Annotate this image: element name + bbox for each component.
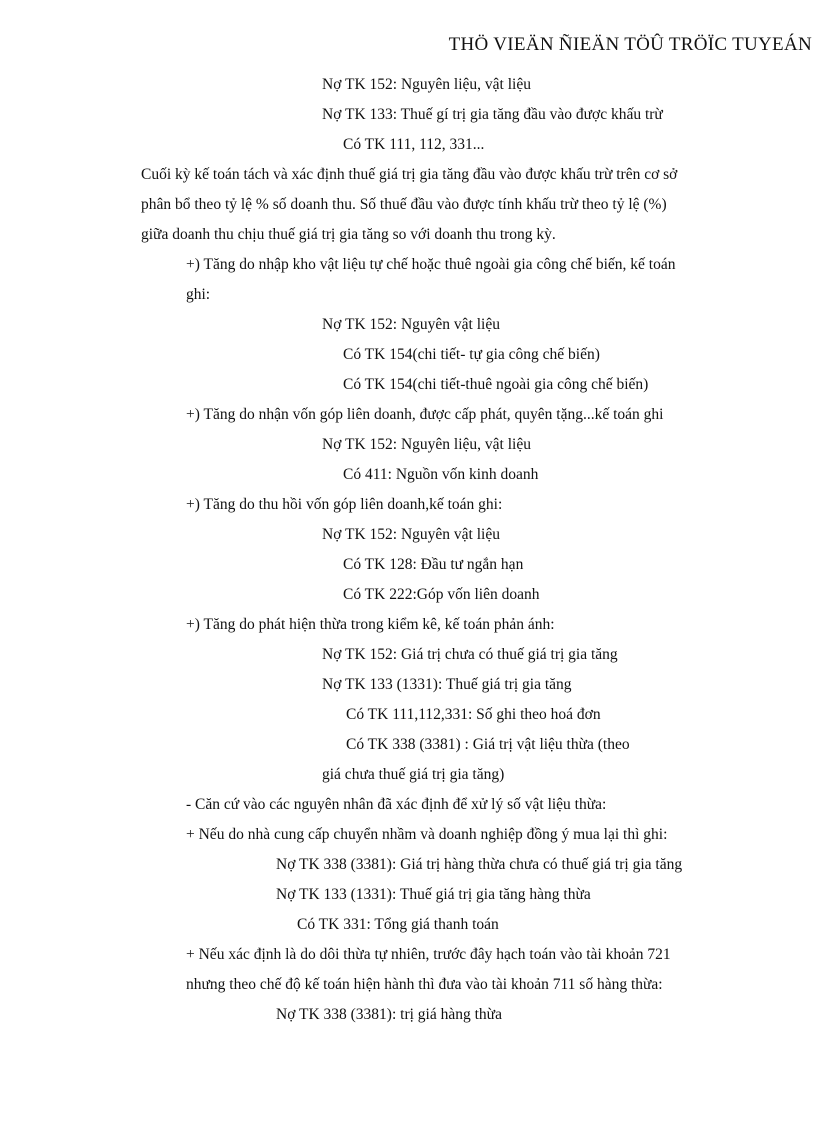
text-line: Cuối kỳ kế toán tách và xác định thuế giá trị gia tăng đầu vào được khấu trừ trên cơ sở	[141, 166, 678, 183]
text-line: giữa doanh thu chịu thuế giá trị gia tăng so với doanh thu trong kỳ.	[141, 226, 556, 243]
text-line: nhưng theo chế độ kế toán hiện hành thì đưa vào tài khoản 711 số hàng thừa:	[186, 976, 663, 993]
text-line: ghi:	[186, 286, 211, 303]
text-line: Nợ TK 152: Nguyên liệu, vật liệu	[322, 76, 531, 93]
text-line: + Nếu xác định là do dôi thừa tự nhiên, trước đây hạch toán vào tài khoản 721	[186, 946, 671, 963]
text-line: +) Tăng do nhập kho vật liệu tự chế hoặc thuê ngoài gia công chế biến, kế toán	[186, 256, 676, 273]
text-line: giá chưa thuế giá trị gia tăng)	[322, 766, 505, 783]
text-line: +) Tăng do phát hiện thừa trong kiểm kê, kế toán phản ánh:	[186, 616, 555, 633]
text-line: Nợ TK 133 (1331): Thuế giá trị gia tăng hàng thừa	[276, 886, 591, 903]
text-line: Có TK 222:Góp vốn liên doanh	[343, 586, 540, 603]
text-line: Nợ TK 152: Giá trị chưa có thuế giá trị gia tăng	[322, 646, 618, 663]
text-line: Nợ TK 152: Nguyên vật liệu	[322, 316, 500, 333]
text-line: Nợ TK 133: Thuế gí trị gia tăng đầu vào được khấu trừ	[322, 106, 663, 123]
text-line: Có TK 111, 112, 331...	[343, 136, 485, 153]
text-line: Có TK 154(chi tiết- tự gia công chế biến)	[343, 346, 600, 363]
text-line: - Căn cứ vào các nguyên nhân đã xác định để xử lý số vật liệu thừa:	[186, 796, 607, 813]
text-line: Nợ TK 152: Nguyên liệu, vật liệu	[322, 436, 531, 453]
text-line: + Nếu do nhà cung cấp chuyển nhầm và doanh nghiệp đồng ý mua lại thì ghi:	[186, 826, 668, 843]
text-line: Nợ TK 133 (1331): Thuế giá trị gia tăng	[322, 676, 572, 693]
text-line: Nợ TK 338 (3381): trị giá hàng thừa	[276, 1006, 502, 1023]
text-line: Nợ TK 338 (3381): Giá trị hàng thừa chưa có thuế giá trị gia tăng	[276, 856, 683, 873]
text-line: Có TK 338 (3381) : Giá trị vật liệu thừa (theo	[346, 736, 630, 753]
text-line: Có TK 128: Đầu tư ngắn hạn	[343, 556, 524, 573]
text-line: Có TK 154(chi tiết-thuê ngoài gia công chế biến)	[343, 376, 649, 393]
text-line: +) Tăng do thu hồi vốn góp liên doanh,kế toán ghi:	[186, 496, 503, 513]
text-line: Có 411: Nguồn vốn kinh doanh	[343, 466, 539, 483]
text-line: Có TK 331: Tổng giá thanh toán	[297, 916, 499, 933]
text-line: Có TK 111,112,331: Số ghi theo hoá đơn	[346, 706, 601, 723]
text-line: phân bổ theo tỷ lệ % số doanh thu. Số thuế đầu vào được tính khấu trừ theo tỷ lệ (%)	[141, 196, 667, 213]
text-line: +) Tăng do nhận vốn góp liên doanh, được cấp phát, quyên tặng...kế toán ghi	[186, 406, 664, 423]
page-header: THÖ VIEÄN ÑIEÄN TÖÛ TRÖÏC TUYEÁN	[448, 34, 812, 55]
text-line: Nợ TK 152: Nguyên vật liệu	[322, 526, 500, 543]
